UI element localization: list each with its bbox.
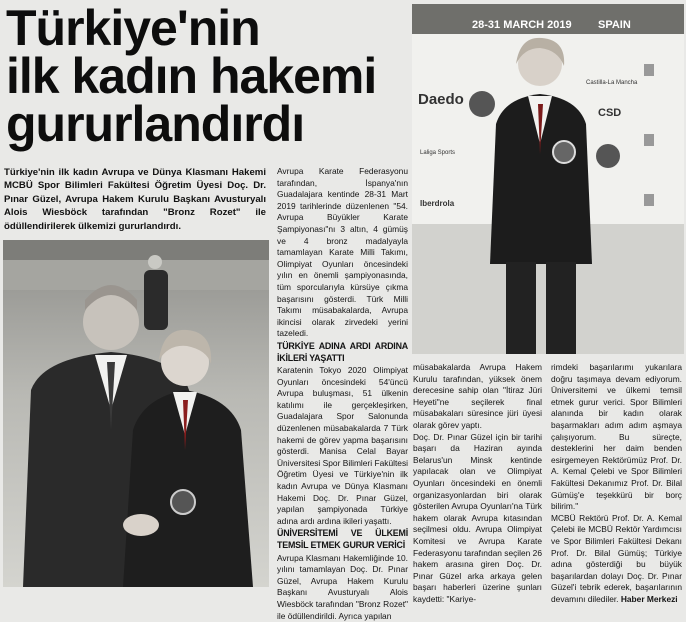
col1-paragraph-2: Karatenin Tokyo 2020 Olimpiyat Oyunları öncesindeki 54'üncü Avrupa buluşması, 51 ülkenin katılımı ile gerçekleşirken, Guadalajara Spor Salonunda düzenlenen müsabakalarda 7 Türk hakemi de görev yapma başarısını gösterdi. Manisa Celal Bayar Üniversitesi Spor Bilimleri Fakültesi Öğretim Üyesi ve Türkiye'nin ilk kadın Avrupa ve Dünya Klasmanı Hakemi Doç. Dr. Pınar Güzel, yapılan şampiyonada Türkiye adına ardı ardına ikileri yaşattı. xyxy=(277,365,408,526)
sponsor-laliga: Laliga Sports xyxy=(420,150,456,156)
col2-paragraph-2: Doç. Dr. Pınar Güzel için bir tarihi başarı da Haziran ayında Belarus'un Minsk kentinde yapılacak olan ve Olimpiyat Oyunları öncesindeki en önemli organizasyonlardan biri olarak gösterilen Avrupa Oyunları'na Türk hakem olarak Avrupa kıtasından seçilmesi oldu. Avrupa Olimpiyat Komitesi ve Avrupa Karate Federasyonu tarafından seçilen 26 hakem arasına giren Doç. Dr. Pınar Güzel arka arkaya gelen başarı haberleri üzerine şunları kaydetti: "Kariye- xyxy=(413,431,542,604)
headline-line-3: gururlandırdı xyxy=(6,96,305,152)
wkf-logo xyxy=(469,91,495,117)
article-column-2 xyxy=(413,362,542,605)
award-photo-illustration xyxy=(3,240,269,587)
sponsor-iberdrola: Iberdrola xyxy=(420,199,455,208)
col1-subheading-2: ÜNİVERSİTEMİ VE ÜLKEMİ TEMSİL ETMEK GURUR VERİCİ xyxy=(277,528,408,550)
headline xyxy=(6,0,406,152)
lead-paragraph: Türkiye'nin ilk kadın Avrupa ve Dünya Klasmanı Hakemi MCBÜ Spor Bilimleri Fakültesi Öğretim Üyesi Doç. Dr. Pınar Güzel, Avrupa Hakem Kurulu Başkanı Avusturyalı Alois Wiesböck tarafından "Bronz Rozet" ile ödüllendirilerek ülkemizi gururlandırdı. xyxy=(4,167,266,232)
referee-photo-illustration xyxy=(412,4,684,354)
referee-photo xyxy=(412,4,684,354)
banner-date: 28-31 MARCH 2019 xyxy=(472,19,572,31)
article-column-1 xyxy=(277,166,408,622)
wkf-logo-2 xyxy=(596,144,620,168)
col3-paragraph-1: rimdeki başarılarımı yukarılara doğru taşımaya devam ediyorum. Üniversitemi ve ülkemi temsil etmek gurur verici. Spor Bilimleri alanında bir kadın olarak başarmakları adım adım aşmaya çalışıyorum. Bu süreçte, desteklerini her daim benden esirgemeyen Rektörümüz Prof. Dr. A. Kemal Çelebi ve Spor Bilimleri Fakültesi Dekanımız Prof. Dr. Bilal Gümüş'e teşekkürü bir borç bilirim." xyxy=(551,362,682,512)
sponsor-castilla: Castilla-La Mancha xyxy=(586,80,638,86)
byline: Haber Merkezi xyxy=(620,593,678,604)
headline-line-2: ilk kadın hakemi xyxy=(6,48,377,104)
col1-paragraph-3: Avrupa Klasmanı Hakemliğinde 10. yılını tamamlayan Doç. Dr. Pınar Güzel, Avrupa Hakem Kurulu Başkanı Avusturyalı Alois Wiesböck tarafından "Bronz Rozet" ile ödüllendirildi. Ayrıca yapılan xyxy=(277,552,408,621)
sponsor-daedo: Daedo xyxy=(418,91,464,108)
sponsor-csd: CSD xyxy=(598,107,622,119)
banner-spain: SPAIN xyxy=(598,19,631,31)
col3-paragraph-2-text: MCBÜ Rektörü Prof. Dr. A. Kemal Çelebi ile MCBÜ Rektör Yardımcısı ve Spor Bilimleri Fakültesi Dekanı Prof. Dr. Bilal Gümüş; Türkiye adına gösterdiği bu büyük başarılardan dolayı Doç. Dr. Pınar Güzel'i tebrik ederek, başarılarının devamını dilediler. xyxy=(551,512,682,604)
col1-subheading-1: TÜRKİYE ADINA ARDI ARDINA İKİLERİ YAŞATTI xyxy=(277,340,408,363)
headline-line-1: Türkiye'nin xyxy=(6,0,260,56)
article-column-3 xyxy=(551,362,682,605)
award-photo xyxy=(3,240,269,587)
col1-paragraph-1: Avrupa Karate Federasyonu tarafından, İspanya'nın Guadalajara kentinde 28-31 Mart 2019 tarihlerinde düzenlenen "54. Avrupa Büyükler Karate Şampiyonası"nı 3 altın, 4 gümüş ve 4 bronz madalyayla tamamlayan Karate Milli Takımı, Olimpiyat Oyunları öncesindeki yılın en önemli şampiyonasında, tüm sporcularıyla kürsüye çıkma başarısını gösterdi. Türk Milli Takımı müsabakalarda, Avrupa ikincisi olarak zirvedeki yerini tazeledi. xyxy=(277,166,408,339)
col3-paragraph-2 xyxy=(551,513,682,606)
col2-paragraph-1: müsabakalarda Avrupa Hakem Kurulu tarafından, yüksek önem derecesine sahip olan "İtiraz Jüri Heyeti"ne seçilerek final müsabakaları süresince jüri üyesi olarak görev yaptı. xyxy=(413,362,542,430)
